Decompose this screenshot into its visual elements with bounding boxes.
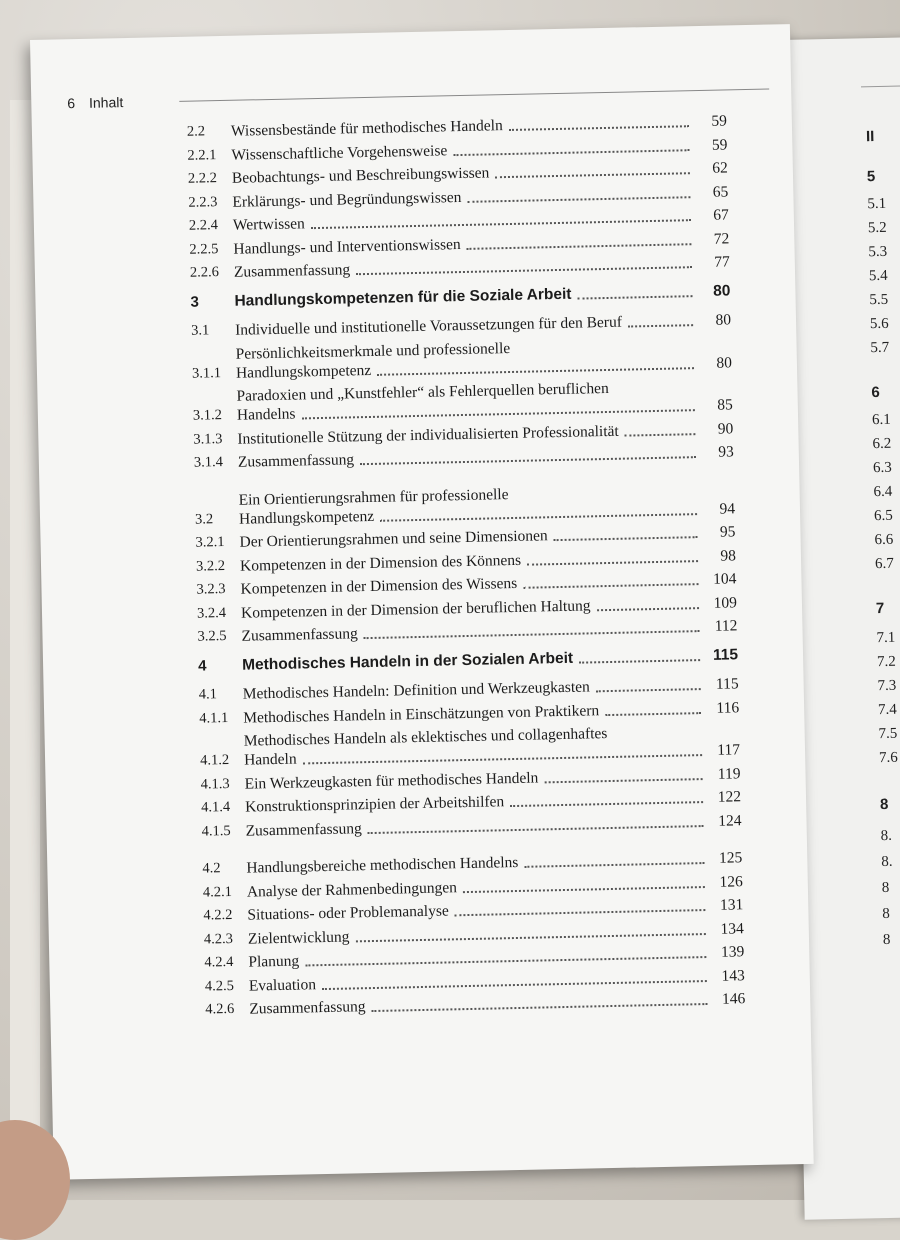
toc-leader-dots — [453, 149, 689, 156]
toc-entry-number: 3.1.2 — [192, 407, 223, 424]
toc-entry-title: Wissensbestände für methodisches Handeln — [230, 117, 503, 140]
toc-entry-title: Handlungs- und Interventionswissen — [233, 235, 461, 258]
toc-entry-page: 115 — [712, 646, 739, 664]
facing-toc-num: 6.2 — [872, 435, 892, 453]
toc-leader-dots — [509, 125, 689, 131]
toc-entry-page: 122 — [717, 788, 742, 806]
toc-entry-page: 95 — [719, 523, 736, 541]
toc-entry-page: 98 — [720, 546, 737, 565]
toc-leader-dots — [377, 367, 694, 376]
toc-entry-number: 2.2.4 — [188, 217, 219, 234]
toc-entry-number: 3.1.1 — [191, 364, 222, 382]
toc-entry-number: 4.2 — [202, 860, 221, 877]
toc-leader-dots — [628, 324, 693, 327]
toc-entry-number: 4.1.1 — [199, 709, 229, 727]
toc-leader-dots — [372, 1003, 708, 1012]
toc-entry — [200, 721, 741, 770]
toc-entry-page: 104 — [713, 570, 737, 588]
toc-entry-title: Zusammenfassung — [241, 625, 358, 645]
toc-entry-page: 80 — [716, 353, 733, 372]
toc-leader-dots — [495, 172, 690, 178]
toc-entry-number: 4 — [197, 657, 207, 675]
facing-toc-num: 7.2 — [876, 653, 896, 671]
toc-entry-page: 85 — [717, 396, 733, 414]
toc-entry-number: 3.1.3 — [193, 430, 223, 448]
toc-entry-title: Planung — [248, 952, 300, 971]
toc-entry-number: 2.2 — [186, 123, 206, 140]
toc-entry-number: 3.2.5 — [197, 628, 227, 645]
toc-entry-page: 65 — [712, 182, 729, 201]
toc-entry-number: 3.1 — [190, 322, 210, 339]
toc-entry-title-continued: Handelns — [236, 405, 296, 424]
toc-entry-page: 90 — [717, 419, 734, 438]
running-header-title: Inhalt — [88, 94, 124, 111]
toc-entry-page: 67 — [713, 206, 729, 224]
toc-entry-number: 3.1.4 — [193, 454, 224, 471]
table-of-contents — [187, 111, 746, 1024]
toc-entry-title: Zusammenfassung — [249, 998, 366, 1018]
facing-toc-num: 5.3 — [868, 243, 888, 261]
toc-entry-number: 3.2.2 — [195, 557, 226, 575]
toc-entry-number: 2.2.2 — [187, 170, 218, 187]
toc-leader-dots — [305, 956, 706, 966]
toc-entry-page: 131 — [719, 896, 744, 914]
facing-toc-num: 7.1 — [876, 629, 896, 647]
toc-entry-title-wrap — [235, 335, 698, 383]
toc-entry-title: Institutionelle Stützung der individualisierten Professionalität — [237, 422, 619, 448]
toc-leader-dots — [380, 513, 697, 522]
toc-entry-title: Zusammenfassung — [245, 819, 362, 840]
toc-leader-dots — [302, 409, 695, 419]
toc-leader-dots — [455, 909, 706, 916]
toc-leader-dots — [311, 219, 691, 229]
toc-entry-title: Kompetenzen in der Dimension des Könnens — [239, 551, 522, 575]
toc-entry-title: Erklärungs- und Begründungswissen — [232, 188, 462, 211]
facing-toc-num: 6.4 — [873, 483, 893, 501]
facing-toc-num: 7.3 — [877, 677, 897, 695]
toc-entry-title: Ein Werkzeugkasten für methodisches Handeln — [244, 769, 539, 793]
toc-entry-page: 109 — [713, 593, 738, 612]
toc-leader-dots — [578, 295, 693, 299]
toc-leader-dots — [356, 266, 692, 275]
toc-entry-title: Methodisches Handeln in Einschätzungen von Praktikern — [243, 701, 600, 727]
facing-toc-chapter: 7 — [875, 599, 885, 618]
facing-toc-num: 6.3 — [872, 459, 892, 477]
toc-entry-number: 4.1.4 — [200, 798, 231, 816]
toc-entry-page: 77 — [714, 253, 730, 271]
toc-entry-title-continued: Handeln — [243, 750, 297, 769]
facing-toc-num: 8 — [882, 931, 891, 949]
toc-entry-title: Handlungsbereiche methodischen Handelns — [246, 853, 519, 877]
toc-entry-title: Analyse der Rahmenbedingungen — [246, 878, 458, 901]
page-number: 6 — [67, 95, 76, 112]
toc-entry-title: Paradoxien und „Kunstfehler“ als Fehlerquellen beruflichen — [236, 379, 609, 405]
toc-entry-page: 115 — [715, 675, 739, 693]
toc-leader-dots — [523, 583, 698, 589]
toc-entry-number: 2.2.5 — [189, 240, 219, 258]
toc-entry-page: 134 — [720, 919, 744, 938]
facing-toc-num: 5.7 — [870, 339, 890, 357]
running-header — [67, 81, 767, 112]
toc-entry-number: 4.1.5 — [201, 822, 231, 840]
toc-entry-number: 4.2.6 — [205, 1000, 235, 1018]
toc-leader-dots — [510, 801, 703, 807]
toc-entry-title: Evaluation — [248, 975, 317, 995]
toc-entry-page: 94 — [719, 499, 736, 518]
facing-toc-num: 8. — [881, 853, 893, 871]
facing-toc-num: 6.1 — [871, 411, 891, 429]
toc-entry-number: 2.2.3 — [188, 193, 218, 211]
toc-leader-dots — [364, 630, 700, 639]
toc-entry-title-wrap — [241, 617, 703, 646]
toc-entry-number: 3.2.1 — [195, 534, 225, 551]
toc-entry-page: 80 — [712, 282, 731, 300]
toc-entry-number: 3.2 — [194, 510, 214, 528]
toc-entry-title: Zusammenfassung — [237, 451, 355, 471]
toc-entry-number: 4.2.1 — [202, 883, 233, 901]
toc-entry-title: Beobachtungs- und Beschreibungswissen — [231, 164, 490, 187]
toc-entry-title: Wissenschaftliche Vorgehensweise — [231, 141, 448, 164]
facing-toc-num: 6.5 — [873, 507, 893, 525]
toc-entry-number: 4.2.5 — [204, 977, 235, 995]
book-page — [30, 24, 814, 1180]
facing-toc-num: 5.4 — [868, 267, 888, 285]
toc-chapter-entry — [198, 645, 738, 675]
toc-entry-number: 4.1.3 — [200, 775, 230, 793]
toc-entry-title-continued: Handlungskompetenz — [238, 507, 375, 528]
toc-entry-title-wrap — [244, 722, 707, 770]
toc-entry-title-wrap — [236, 377, 699, 425]
facing-toc-num: 7.4 — [877, 701, 897, 719]
toc-entry-title-wrap — [242, 646, 704, 675]
toc-entry-title: Handlungskompetenzen für die Soziale Arbeit — [234, 285, 572, 310]
toc-entry-title: Methodisches Handeln in der Sozialen Arbeit — [241, 649, 574, 674]
toc-entry-title: Kompetenzen in der Dimension des Wissens — [240, 574, 518, 598]
facing-toc-chapter: 8 — [879, 795, 889, 814]
toc-entry-title: Wertwissen — [232, 215, 306, 234]
toc-entry-title-wrap — [234, 253, 696, 282]
toc-entry-number: 3 — [190, 293, 200, 311]
facing-toc-num: 5.5 — [869, 291, 889, 309]
toc-entry-title-wrap — [249, 990, 711, 1019]
facing-toc-num: 7.5 — [878, 725, 898, 743]
toc-entry-title: Der Orientierungsrahmen und seine Dimensionen — [239, 527, 548, 551]
toc-entry — [192, 376, 733, 425]
toc-entry-title: Methodisches Handeln als eklektisches und collagenhaftes — [243, 725, 608, 750]
toc-entry-page: 124 — [718, 811, 742, 830]
toc-entry-page: 125 — [718, 849, 743, 867]
facing-page-header-rule — [861, 85, 900, 88]
facing-toc-num: 8 — [881, 879, 890, 897]
toc-entry-title: Zusammenfassung — [233, 261, 351, 281]
toc-entry — [191, 334, 732, 383]
toc-chapter-entry — [190, 281, 730, 311]
toc-entry-title: Persönlichkeitsmerkmale und professionelle — [235, 339, 511, 363]
facing-toc-num: 8 — [882, 905, 890, 923]
toc-entry-number: 4.2.4 — [204, 953, 234, 971]
toc-entry-title: Ein Orientierungsrahmen für professionelle — [238, 485, 509, 509]
toc-leader-dots — [579, 659, 700, 664]
toc-leader-dots — [467, 196, 690, 203]
toc-entry-page: 126 — [719, 872, 743, 891]
toc-leader-dots — [467, 243, 692, 250]
toc-entry-number: 2.2.6 — [189, 264, 220, 281]
toc-entry-title: Individuelle und institutionelle Voraussetzungen für den Beruf — [234, 313, 623, 339]
toc-leader-dots — [303, 754, 702, 764]
toc-entry-page: 80 — [715, 311, 732, 329]
toc-entry-page: 143 — [721, 966, 745, 985]
toc-leader-dots — [554, 536, 698, 541]
facing-toc-num: 5.2 — [867, 219, 887, 237]
facing-toc-num: 8. — [880, 827, 893, 845]
facing-toc-num: 6.7 — [874, 555, 894, 573]
toc-leader-dots — [524, 862, 704, 868]
toc-entry-number: 3.2.4 — [196, 604, 227, 622]
toc-entry-page: 59 — [711, 135, 728, 154]
toc-entry-number: 4.2.2 — [203, 906, 233, 924]
facing-toc-chapter: 6 — [871, 383, 880, 402]
toc-entry-page: 117 — [717, 741, 741, 759]
toc-entry-page: 119 — [717, 764, 741, 783]
facing-toc-num: 7.6 — [878, 749, 898, 767]
toc-leader-dots — [597, 607, 700, 611]
toc-entry-number: 3.2.3 — [196, 581, 226, 598]
toc-leader-dots — [544, 778, 702, 783]
toc-leader-dots — [322, 980, 707, 990]
toc-entry-page: 72 — [713, 229, 730, 248]
toc-leader-dots — [527, 560, 698, 566]
toc-entry-title: Methodisches Handeln: Definition und Werkzeugkasten — [242, 678, 590, 703]
facing-toc-num: 5.6 — [869, 315, 889, 333]
facing-toc-num: 6.6 — [874, 531, 894, 549]
toc-entry-title-wrap — [234, 282, 696, 311]
toc-entry-title: Kompetenzen in der Dimension der beruflichen Haltung — [240, 596, 591, 622]
toc-entry-number: 2.2.1 — [187, 146, 217, 164]
facing-page-header: II — [865, 128, 875, 146]
toc-entry-page: 93 — [718, 443, 734, 461]
toc-entry-page: 112 — [714, 617, 738, 635]
toc-entry-title: Konstruktionsprinzipien der Arbeitshilfen — [244, 793, 505, 816]
toc-leader-dots — [463, 886, 705, 893]
facing-toc-num: 5.1 — [867, 195, 887, 213]
toc-entry-number: 4.2.3 — [203, 930, 234, 948]
toc-entry-page: 139 — [720, 943, 745, 961]
toc-entry-page: 116 — [716, 698, 740, 717]
toc-leader-dots — [356, 933, 706, 942]
toc-entry-page: 59 — [711, 112, 728, 130]
toc-entry-page: 62 — [712, 159, 729, 177]
toc-entry-number: 4.1.2 — [199, 751, 230, 769]
toc-entry-title: Zielentwicklung — [247, 928, 350, 948]
toc-entry-title: Situations- oder Problemanalyse — [247, 902, 449, 924]
header-rule — [179, 89, 769, 102]
toc-leader-dots — [596, 688, 701, 692]
toc-leader-dots — [360, 456, 696, 465]
toc-leader-dots — [605, 712, 701, 716]
toc-entry-number: 4.1 — [198, 686, 218, 703]
toc-entry-title-continued: Handlungskompetenz — [235, 361, 372, 382]
toc-leader-dots — [368, 825, 704, 834]
facing-toc-chapter: 5 — [866, 168, 876, 186]
toc-entry-page: 146 — [721, 990, 746, 1008]
toc-leader-dots — [625, 433, 696, 436]
